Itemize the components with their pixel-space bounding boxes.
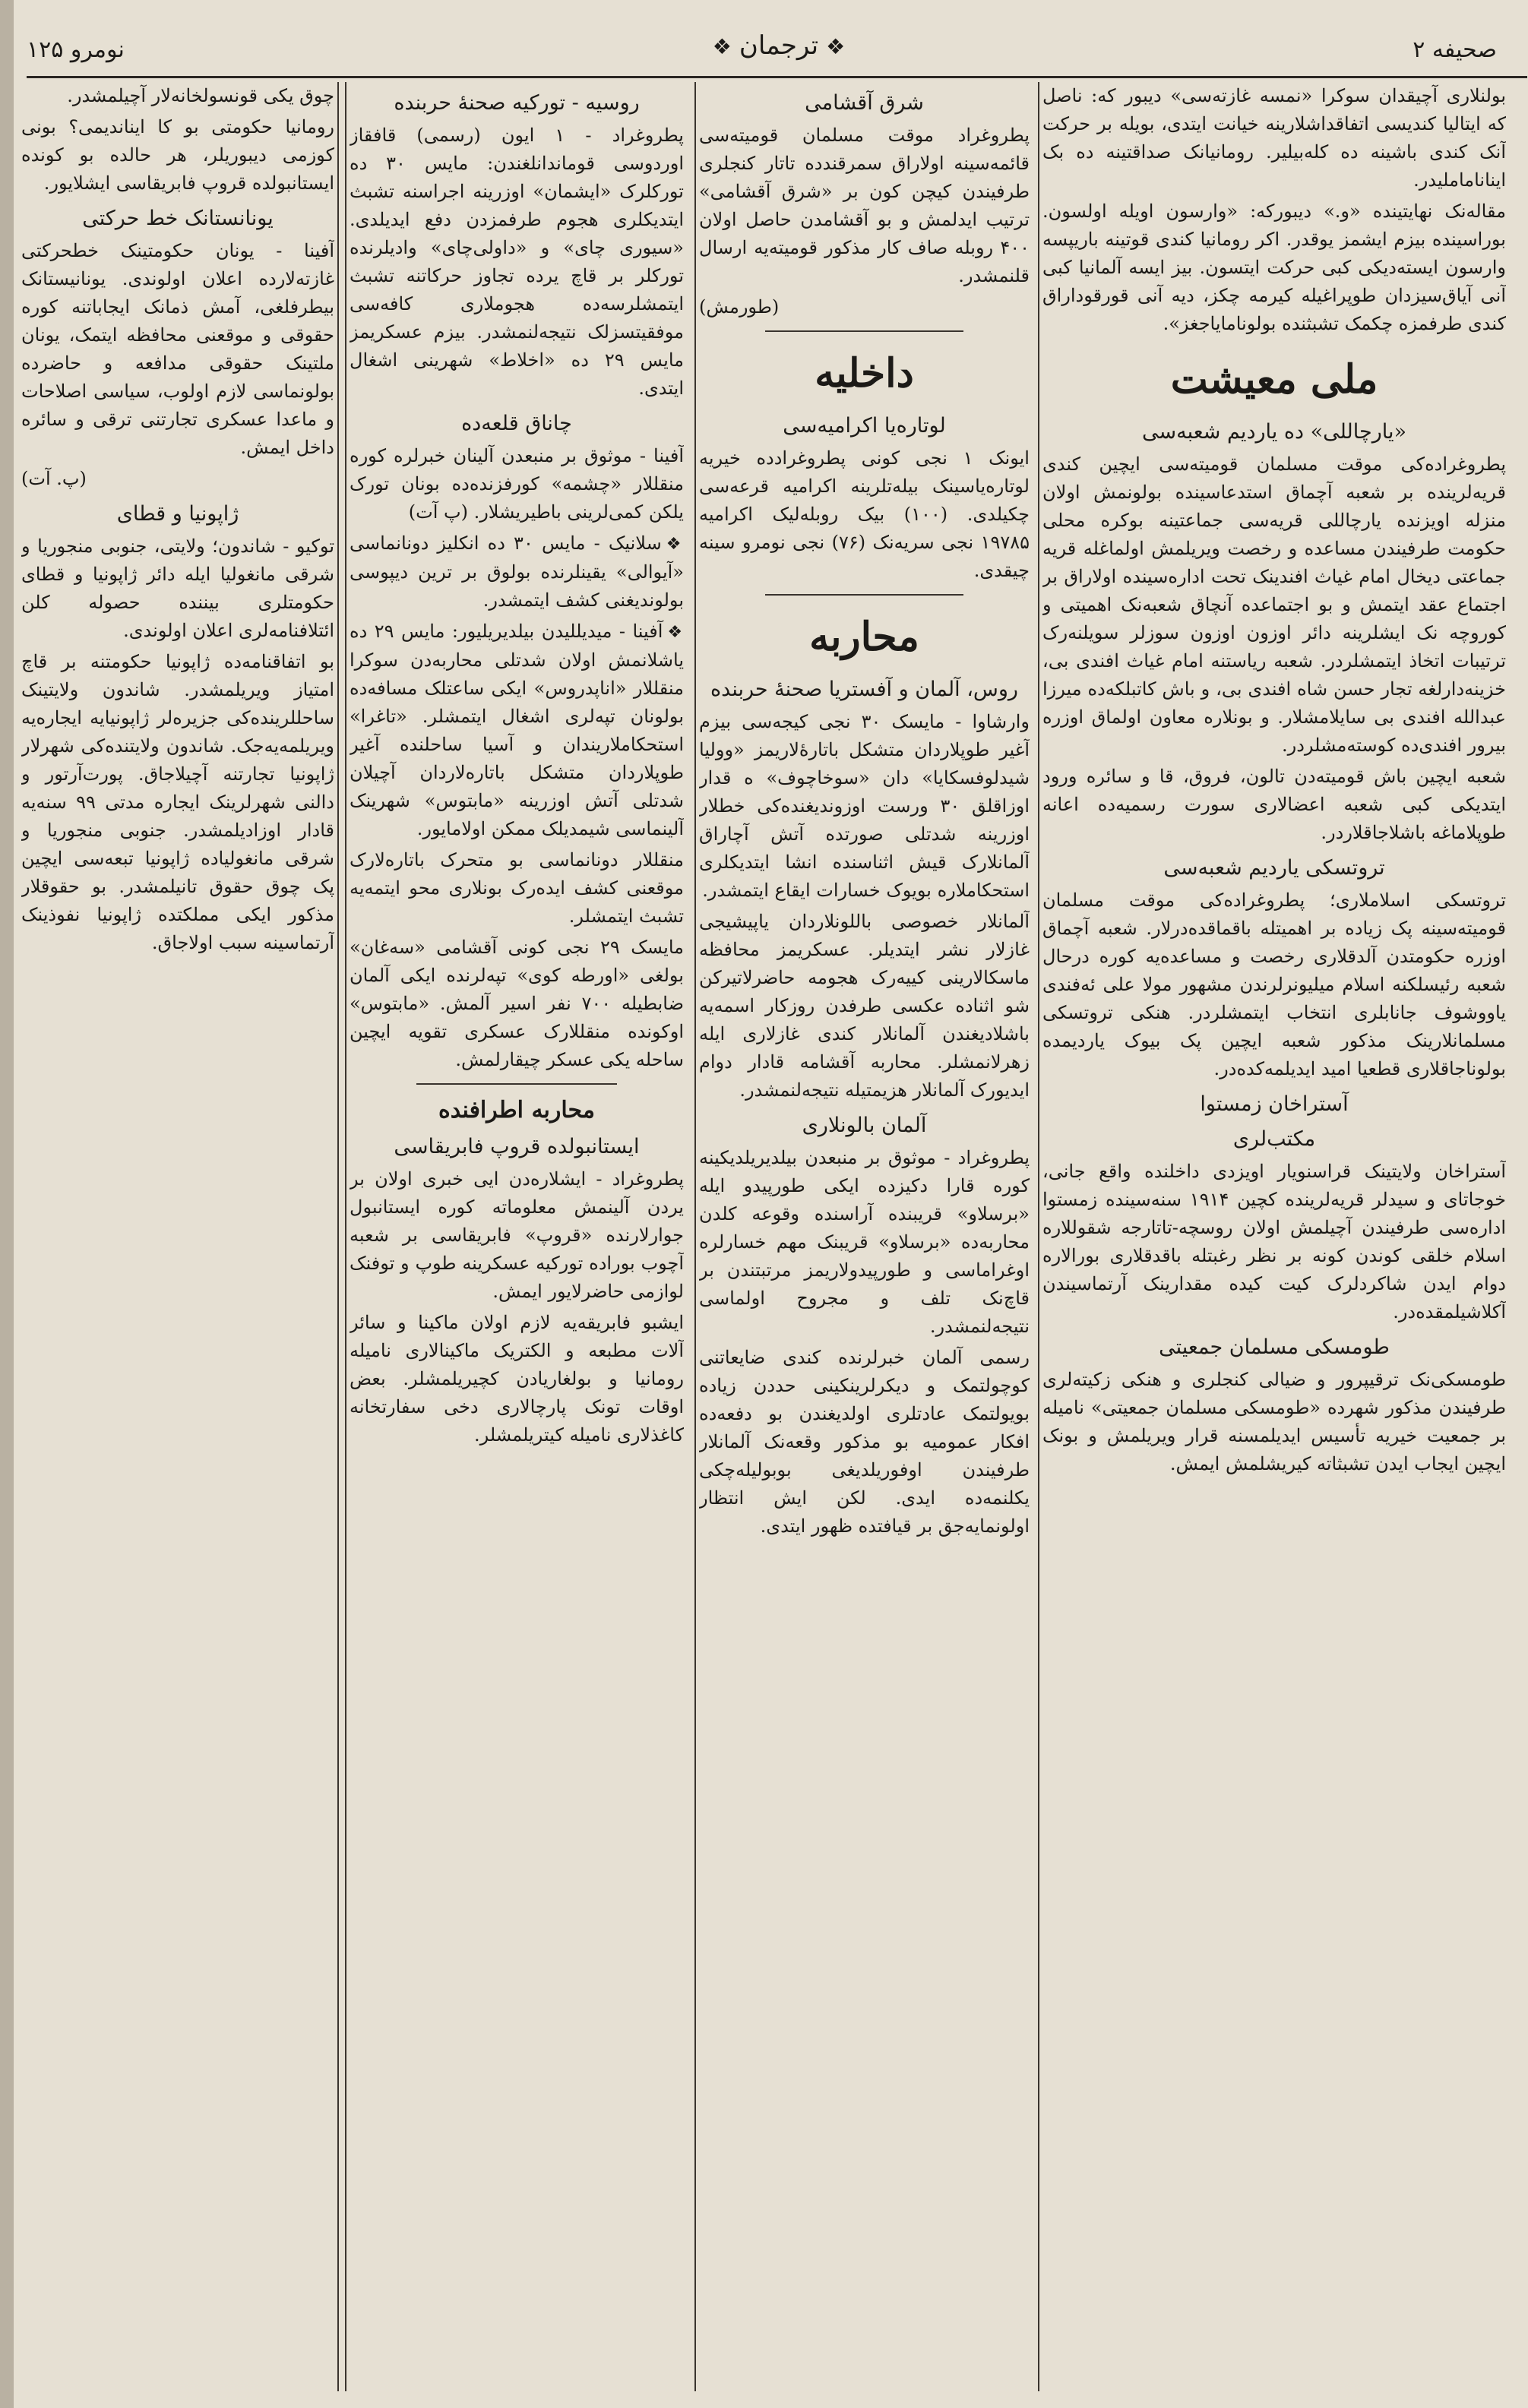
separator-line bbox=[765, 330, 963, 332]
signature: (پ. آت) bbox=[21, 468, 87, 489]
column-2 bbox=[699, 82, 1030, 2391]
issue-number: نومرو ۱۲۵ bbox=[27, 36, 125, 63]
article-headline: طومسکی مسلمان جمعیتی bbox=[1159, 1335, 1390, 1359]
article-headline: شرق آقشامی bbox=[805, 91, 924, 115]
article-headline: ژاپونیا و قطای bbox=[116, 502, 239, 526]
article-headline: آستراخان زمستوا bbox=[1200, 1092, 1349, 1116]
article-headline: آلمان بالونلاری bbox=[802, 1114, 927, 1137]
article-headline: لوتاره‌یا اکرامیه‌سی bbox=[783, 414, 946, 438]
article-headline: «یارچاللی» ده یاردیم شعبه‌سی bbox=[1141, 420, 1406, 444]
paragraph-text: سلانیک - مایس ۳۰ ده انکلیز دونانماسی «آیوالی» یقینلرنده بولوق بر ترین دیپوسی بولوندیغنی کشف ایتمشدر. bbox=[350, 532, 684, 611]
ornament-icon: ❖ bbox=[826, 34, 846, 59]
article-headline: چاناق قلعه‌ده bbox=[461, 412, 572, 435]
paragraph-text: آفینا - میدیللیدن بیلدیریلیور: مایس ۲۹ ده یاشلانمش اولان شدتلی محاربه‌دن سوکرا منقللار «اناپدروس» ایکی ساعتلک مسافه‌ده بولونان تپه‌لری اشغال ایتمشلر. «تاغرا» استحکاملاریندان و آسیا ساحلنده آغیر طوپلاردان متشکل باتاره‌لاردان آچیلان شدتلی آتش اوزرینه «مابتوس» شهرینک آلینماسی شیمدیلک ممکن اولامایور. bbox=[350, 621, 684, 839]
column-3 bbox=[350, 82, 684, 2391]
diamond-ornament-icon: ❖ bbox=[666, 535, 684, 554]
paragraph: شعبه ایچین باش قومیته‌دن تالون، فروق، قا و سائره ورود ایتدیکی کبی شعبه اعضالاری سورت رسمیه‌ده اعانه طوپلاماغه باشلاجاقلاردر. bbox=[1042, 766, 1506, 843]
column-rule bbox=[345, 82, 346, 2391]
article-headline: یونانستانک خط حرکتی bbox=[82, 207, 274, 230]
article-headline: روس، آلمان و آفستریا صحنهٔ حربنده bbox=[710, 678, 1018, 701]
paragraph: پطروغراد - ۱ ایون (رسمی) قافقاز اوردوسی قوماندانلغندن: مایس ۳۰ ده تورکلرک «ایشمان» اوزرینه اجراسنه تشبث ایتدیکلری هجوم طرفمزدن دفع ایدیلدی. «سیوری چای» و «داولی‌چای» وادیلرنده تورکلر بر قاچ یرده تجاوز حرکاتنه تشبث ایتمشلرسه‌ده هجوملاری کافه‌سی موفقیتسزلک نتیجه‌لنمشدر. بیزم عسکریمز مایس ۲۹ ده «اخلاط» شهرینی اشغال ایتدی. bbox=[350, 125, 684, 399]
column-4 bbox=[21, 82, 334, 2391]
paragraph: پطروغراد موقت مسلمان قومیته‌سی قائمه‌سینه اولاراق سمرقندده تاتار کنجلری طرفیندن کیچن کون بر «شرق آقشامی» ترتیب ایدلمش و بو آقشامدن حاصل اولان ۴۰۰ روبله صاف کار مذکور قومیته‌یه ارسال قلنمشدر. bbox=[699, 125, 1030, 286]
newspaper-title-block bbox=[650, 30, 908, 61]
paragraph: رسمی آلمان خبرلرنده کندی ضایعاتنی کوچولتمک و دیکرلرینکینی حددن زیاده بویولتمک عادتلری اولدیغندن بو دفعه‌ده افکار عمومیه بو مذکور وقعه‌نک آلمانلار طرفیندن اوفوریلدیغی بوبولیله‌چکی یکلنمه‌ده ایدی. لکن ایش انتظار اولونمایه‌جق بر قیافتده ظهور ایتدی. bbox=[699, 1347, 1030, 1537]
paragraph: چوق یکی قونسولخانه‌لار آچیلمشدر. bbox=[67, 85, 334, 106]
column-rule bbox=[1038, 82, 1039, 2391]
article-headline: مکتب‌لری bbox=[1232, 1127, 1316, 1151]
page-header bbox=[27, 30, 1527, 76]
section-heading: ملی معیشت bbox=[1170, 356, 1378, 403]
paragraph: مقاله‌نک نهایتینده «و.» دیبورکه: «وارسون اویله اولسون. بوراسینده بیزم ایشمز یوقدر. اکر رومانیا کندی قوتینه باریپسه وارسون ایسته‌دیکی کبی حرکت ایتسون. بیز ایسه آلمانیا کبی آنی آیاق‌سیزدان طوپراغیله کیرمه‌ چکز، دیه آنی قورقوداراق کندی طرفمزه چکمک تشبثنده بولونامایاجغز». bbox=[1042, 201, 1506, 334]
paragraph: توکیو - شاندون؛ ولایتی، جنوبی منجوریا و شرقی مانغولیا ایله دائر ژاپونیا و قطای حکومتلری بیننده حصوله کلن ائتلافنامه‌لری اعلان اولوندی. bbox=[21, 536, 334, 641]
section-heading: محاربه اطرافنده bbox=[438, 1097, 595, 1123]
paragraph: طومسکی‌نک ترقیپرور و ضیالی کنجلری و هنکی زکیته‌لری طرفیندن مذکور شهرده «طومسکی مسلمان جمعیتی» نامیله بر جمعیت خیریه تأسیس ایدیلمسنه قرار ویریلمش و بونک ایچین ایجاب ایدن تشبثاته کیریشلمش ایمش. bbox=[1042, 1369, 1506, 1474]
paragraph: ایونک ۱ نجی کونی پطروغرادده خیریه لوتاره‌یاسینک بیله‌تلرینه اکرامیه قرعه‌سی چکیلدی. (۱۰۰) بیک روبله‌لیک اکرامیه ۱۹۷۸۵ نجی سریه‌نک (۷۶) نجی نومرو سینه چیقدی. bbox=[699, 447, 1030, 581]
paragraph: بولنلاری آچیقدان سوکرا «نمسه غازته‌سی» دیبور که: ناصل که ایتالیا کندیسی اتفاقداشلارینه خیانت ایتدی، بویله بر حرکت آنک کندی باشینه ده کله‌بیلیر. رومانیانک صداقتینه ده بک ایناناماملیدر. bbox=[1042, 85, 1506, 191]
paragraph: آفینا - یونان حکومتینک خطحرکتی غازته‌لارده اعلان اولوندی. یونانیستانک بیطرفلغی، آمش ذمانک ایجاباتنه کوره حقوقی و موقعنی محافظه ایتمک، یونان ملتینک حقوقی مدافعه و حاضرده بولونماسی لازم اولوب، سیاسی اصلاحات و ماعدا عسکری تجارتنی ترقی و سائره داخل ایمش. bbox=[21, 240, 334, 458]
paragraph: پطروغراد - موثوق بر منبعدن بیلدیریلدیکینه کوره قارا دکیزده ایکی طورپیدو ایله «برسلاو» قریبنده آراسنده وقوعه کلدن محاربه‌ده «برسلاو» قریبنک مهم خسارلره اوغراماسی و طورپیدولاریمز مرتبتندن بر قاچ‌نک تلف و مجروح اولماسی نتیجه‌لنمشدر. bbox=[699, 1147, 1030, 1337]
column-1 bbox=[1042, 82, 1506, 2391]
section-heading: داخلیه bbox=[815, 350, 914, 397]
paragraph bbox=[350, 529, 684, 615]
diamond-ornament-icon: ❖ bbox=[667, 623, 684, 642]
article-headline: روسیه - توركیه صحنهٔ حربنده bbox=[394, 91, 640, 115]
header-rule bbox=[27, 76, 1527, 78]
paragraph: رومانیا حکومتی بو کا ایناندیمی؟ بونی کوزمی دیبوریلر، هر حالده بو کونده ایستانبولده قروپ فابریقاسی ایشلایور. bbox=[21, 116, 334, 194]
article-headline: تروتسکی یاردیم شعبه‌سی bbox=[1163, 856, 1385, 880]
paragraph bbox=[350, 618, 684, 843]
ornament-icon: ❖ bbox=[712, 34, 732, 59]
paragraph: مایسک ۲۹ نجی کونی آقشامی «سه‌غان» بولغی «اورطه کوی» تپه‌لرنده ایکی آلمان ضابطیله ۷۰۰ نفر اسیر آلمش. «مابتوس» اوکونده منقللارک عسکری تقویه ایچین ساحله یکی عسکر چیقارلمش. bbox=[350, 937, 684, 1070]
paragraph: آفینا - موثوق بر منبعدن آلینان خبرلره کوره منقللار «چشمه» کورفزنده‌ده بونان تورک یلکن کمی‌لرینی باطیریشلار. (پ آت) bbox=[350, 445, 684, 523]
paragraph: ایشبو فابریقه‌یه لازم اولان ماکینا و سائر آلات مطبعه و الکتریک ماکینالاری نامیله رومانیا و بولغاریادن کچیریلمشلر. بعض اوقات تونک پارچالاری دخی سفارتخانه کاغذلاری نامیله کیتریلمشلر. bbox=[350, 1312, 684, 1446]
paragraph: منقللار دونانماسی بو متحرک باتاره‌لارک موقعنی کشف ایده‌رک بونلاری محو ایتمه‌یه تشبث ایتمشلر. bbox=[350, 849, 684, 927]
page-binding-edge bbox=[0, 0, 14, 2408]
column-rule bbox=[694, 82, 696, 2391]
column-rule bbox=[337, 82, 339, 2391]
paragraph: پطروغراد - ایشلاره‌دن ایی خبری اولان بر یردن آلینمش معلوماته کوره ایستانبول جوارلارنده «قروپ» فابریقاسی بر شعبه آچوب بوراده تورکیه عسکرینه طوپ و توفنک لوازمی حاضرلایور ایمش. bbox=[350, 1168, 684, 1302]
page-number: صحیفه ۲ bbox=[1413, 36, 1497, 63]
section-heading: محاربه bbox=[809, 614, 919, 660]
paragraph: وارشاوا - مایسک ۳۰ نجی کیجه‌سی بیزم آغیر طوپلاردان متشکل باتارهٔ‌لاریمز «وولیا شیدلوفسکایا» دان «سوخاچوف» ه قدار اوزاقلق ۳۰ ورست اوزوندیغنده‌کی خطلار اوزرینه شدتلی صورتده آتش آچاراق آلمانلارک قیش اثناسنده انشا ایتدیکلری استحکاملاره بویوک خسارات ایقاع ایتمشدر. bbox=[699, 711, 1030, 901]
paragraph: تروتسکی اسلاملاری؛ پطروغراده‌کی موقت مسلمان قومیته‌سینه پک زیاده بر اهمیتله باقماقده‌درلار. شعبه آچماق اوزره حکومتدن آلدقلاری رخصت و مساعده‌یه کوره درحال شعبه رئیسلکنه اسلام میلیونرلرندن مشهور مولا علی ئه‌فندی یاووشوف جانابلری انتخاب ایتمشلردر. هنکی تروتسکی مسلمانلارینک مذکور شعبه ایچین پک بیوک یاردیمده بولوناجاقلاری قطعیا امید ایدیلمه‌کده‌در. bbox=[1042, 890, 1506, 1079]
paragraph: پطروغراده‌کی موقت مسلمان قومیته‌سی ایچین کندی قریه‌لرینده بر شعبه آچماق استدعاسینده بولونمش اولان منزله اویزنده یارچاللی قریه‌سی جماعتینه بوکره محلی حکومت طرفیندن مساعده و رخصت ویریلمش اولماغله قریه جماعتی دیخال امام غیاث افندینک تحت اداره‌سینده اولاراق بر اجتماع عقد ایتمش و بو اجتماعده آنچاق شعبه‌نک اهمیتی و کوروچه‌ نک ایشلرینه دائر اوزون اوزون سوزلر سویلنه‌رک ترتیبات اتخاذ ایتمشلردر. شعبه ریاستنه امام غیاث افندی بی، خزینه‌دارلغه تجار حسن شاه افندی بی، و باش کاتبلکه‌ده میرزا عبدالله افندی بی سایلامشلار. و بونلاره معاون اولماق اوزره بیرور افندی‌ده کوسته‌مشلردر. bbox=[1042, 453, 1506, 756]
signature: (طورمش) bbox=[699, 296, 780, 318]
newspaper-title: ترجمان bbox=[739, 30, 819, 61]
separator-line bbox=[416, 1083, 617, 1085]
paragraph: آستراخان ولایتینک قراسنویار اویزدی داخلنده واقع جانی، خوجاتای و سیدلر قریه‌لرینده کچین ۱۹۱۴ سنه‌سینده زمستوا اداره‌سی طرفیندن آچیلمش اولان روسچه-تاتارجه شقوللاره اسلام خلقی کوندن کونه بر نظر رغبتله باقدقلاری بورالاره دوام ایدن شاکردلرک کیت کیده مقدارینک آرتماسیندن آکلاشیلمقده‌در. bbox=[1042, 1161, 1506, 1323]
separator-line bbox=[765, 594, 963, 596]
paragraph: بو اتفاقنامه‌ده ژاپونیا حکومتنه بر قاچ امتیاز ویریلمشدر. شاندون ولایتینک ساحللرینده‌کی جزیره‌لر ژاپونیایه ایجاره‌یه ویریلمه‌یه‌جک. شاندون ولایتنده‌کی شهرلار ژاپونیا تجارتنه آچیلاجاق. پورت‌آرتور و دالنی شهرلرینک ایجاره مدتی ۹۹ سنه‌یه قادار اوزادیلمشدر. جنوبی منجوریا و شرقی مانغولیاده ژاپونیا تبعه‌سی ایچین پک چوق حقوق تانیلمشدر. بو حقوقلار مذکور ایکی مملکتده ژاپونیا نفوذینک آرتماسینه سبب اولاجاق. bbox=[21, 651, 334, 953]
article-headline: ایستانبولده قروپ فابریقاسی bbox=[394, 1135, 640, 1158]
paragraph: آلمانلار خصوصی باللونلاردان یاپیشیجی غازلار نشر ایتدیلر. عسکریمز محافظه ماسکالارینی کییه‌رک هجومه حاضرلاتیرکن شو اثناده عکسی طرفدن روزکار اسمه‌یه باشلادیغندن آلمانلار کندی غازلاری ایله زهرلانمشلر. محاربه آقشامه قادار دوام ایدیورک آلمانلار هزیمتیله نتیجه‌لنمشدر. bbox=[699, 911, 1030, 1101]
